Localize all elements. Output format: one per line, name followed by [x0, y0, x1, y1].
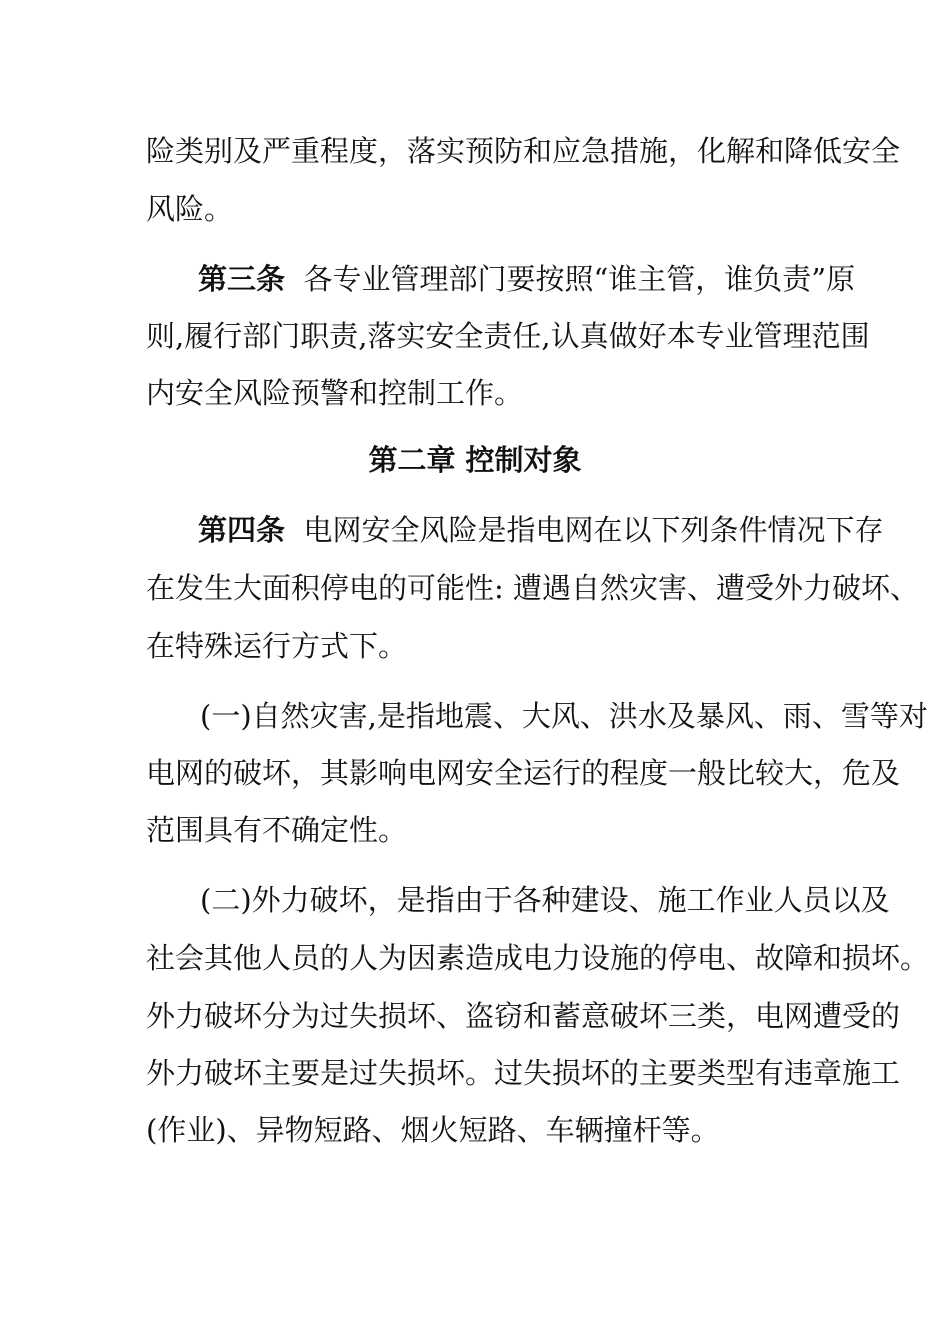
paragraph-line: 外力破坏主要是过失损坏。过失损坏的主要类型有违章施工 [146, 1056, 901, 1090]
paragraph-line: 险类别及严重程度，落实预防和应急措施，化解和降低安全 [146, 134, 901, 168]
paragraph-line: (二)外力破坏，是指由于各种建设、施工作业人员以及 [200, 883, 890, 917]
chapter-heading: 第二章 控制对象 [368, 443, 582, 477]
paragraph-line: 内安全风险预警和控制工作。 [146, 376, 524, 410]
paragraph-line: (作业)、异物短路、烟火短路、车辆撞杆等。 [146, 1113, 720, 1147]
article-4-label: 第四条 [198, 513, 286, 547]
paragraph-line: 社会其他人员的人为因素造成电力设施的停电、故障和损坏。 [146, 941, 930, 975]
article-4-text: 电网安全风险是指电网在以下列条件情况下存 [303, 513, 884, 547]
paragraph-line: 范围具有不确定性。 [146, 813, 408, 847]
article-3-label: 第三条 [198, 262, 286, 296]
paragraph-line: 风险。 [146, 192, 234, 226]
article-3-first-line [198, 257, 856, 301]
paragraph-line: 外力破坏分为过失损坏、盗窃和蓄意破坏三类，电网遭受的 [146, 999, 901, 1033]
article-4-first-line [198, 508, 884, 552]
paragraph-line: 则,履行部门职责,落实安全责任,认真做好本专业管理范围 [146, 319, 870, 353]
paragraph-line: 在发生大面积停电的可能性: 遭遇自然灾害、遭受外力破坏、 [146, 571, 919, 605]
paragraph-line: 在特殊运行方式下。 [146, 629, 408, 663]
article-3-text: 各专业管理部门要按照“谁主管，谁负责”原 [303, 262, 856, 296]
paragraph-line: 电网的破坏，其影响电网安全运行的程度一般比较大，危及 [146, 756, 901, 790]
paragraph-line: (一)自然灾害,是指地震、大风、洪水及暴风、雨、雪等对 [200, 699, 928, 733]
